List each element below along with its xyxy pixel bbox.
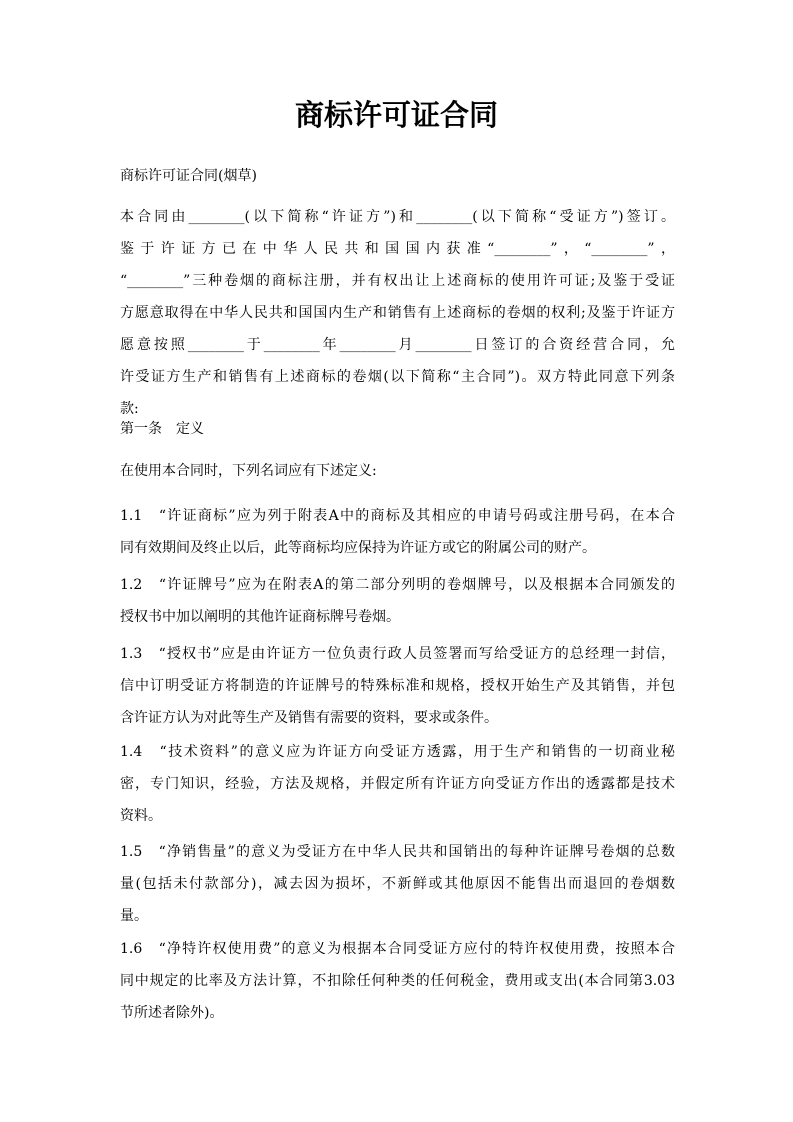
- clause-line: 信中订明受证方将制造的许证牌号的特殊标准和规格，授权开始生产及其销售，并包: [120, 678, 675, 694]
- preamble-line: 方愿意取得在中华人民共和国国内生产和销售有上述商标的卷烟的权利;及鉴于许证方: [120, 305, 675, 321]
- preamble-line: 鉴于许证方已在中华人民共和国国内获准“________”，“________”，: [120, 241, 675, 257]
- subtitle-line: 商标许可证合同(烟草): [120, 168, 257, 184]
- article-intro-line: 在使用本合同时，下列名词应有下述定义:: [120, 463, 377, 479]
- clause-line: 1.1 “许证商标”应为列于附表A中的商标及其相应的申请号码或注册号码，在本合: [120, 508, 675, 524]
- clause-1-3: [120, 638, 675, 734]
- preamble-paragraph: [120, 201, 675, 425]
- clause-line: 资料。: [120, 808, 162, 824]
- clause-1-6: [120, 933, 675, 1029]
- article-heading: [120, 413, 675, 445]
- clause-line: 密，专门知识，经验，方法及规格，并假定所有许证方向受证方作出的透露都是技术: [120, 776, 675, 792]
- clause-line: 同有效期间及终止以后，此等商标均应保持为许证方或它的附属公司的财产。: [120, 540, 596, 556]
- preamble-line: “________”三种卷烟的商标注册，并有权出让上述商标的使用许可证;及鉴于受证: [120, 273, 675, 289]
- preamble-line: 许受证方生产和销售有上述商标的卷烟(以下简称“主合同”)。双方特此同意下列条: [120, 369, 675, 385]
- document-title: 商标许可证合同: [294, 98, 498, 132]
- clause-line: 1.4 “技术资料”的意义应为许证方向受证方透露，用于生产和销售的一切商业秘: [120, 744, 675, 760]
- clause-line: 含许证方认为对此等生产及销售有需要的资料，要求或条件。: [120, 710, 498, 726]
- clause-line: 1.5 “净销售量”的意义为受证方在中华人民共和国销出的每种许证牌号卷烟的总数: [120, 844, 675, 860]
- clause-1-1: [120, 500, 675, 564]
- clause-line: 1.6 “净特许权使用费”的意义为根据本合同受证方应付的特许权使用费，按照本合: [120, 941, 675, 957]
- clause-line: 授权书中加以阐明的其他许证商标牌号卷烟。: [120, 609, 400, 625]
- preamble-line: 款:: [120, 401, 139, 417]
- clause-line: 量。: [120, 908, 148, 924]
- clause-1-4: [120, 736, 675, 832]
- clause-line: 1.2 “许证牌号”应为在附表A的第二部分列明的卷烟牌号，以及根据本合同颁发的: [120, 577, 675, 593]
- clause-line: 量(包括未付款部分)，减去因为损坏，不新鲜或其他原因不能售出而退回的卷烟数: [120, 876, 675, 892]
- clause-1-5: [120, 836, 675, 932]
- clause-line: 节所述者除外)。: [120, 1005, 224, 1021]
- article-intro: [120, 455, 675, 487]
- clause-line: 同中规定的比率及方法计算，不扣除任何种类的任何税金，费用或支出(本合同第3.03: [120, 973, 675, 989]
- clause-1-2: [120, 569, 675, 633]
- preamble-line: 愿意按照________于________年________月________日签订的合资经营合同，允: [120, 337, 675, 353]
- preamble-line: 本合同由________(以下简称“许证方”)和________(以下简称“受证方”)签订。: [120, 209, 675, 225]
- document-subtitle: [120, 160, 675, 192]
- clause-line: 1.3 “授权书”应是由许证方一位负责行政人员签署而写给受证方的总经理一封信，: [120, 646, 675, 662]
- article-heading-line: 第一条 定义: [120, 421, 204, 437]
